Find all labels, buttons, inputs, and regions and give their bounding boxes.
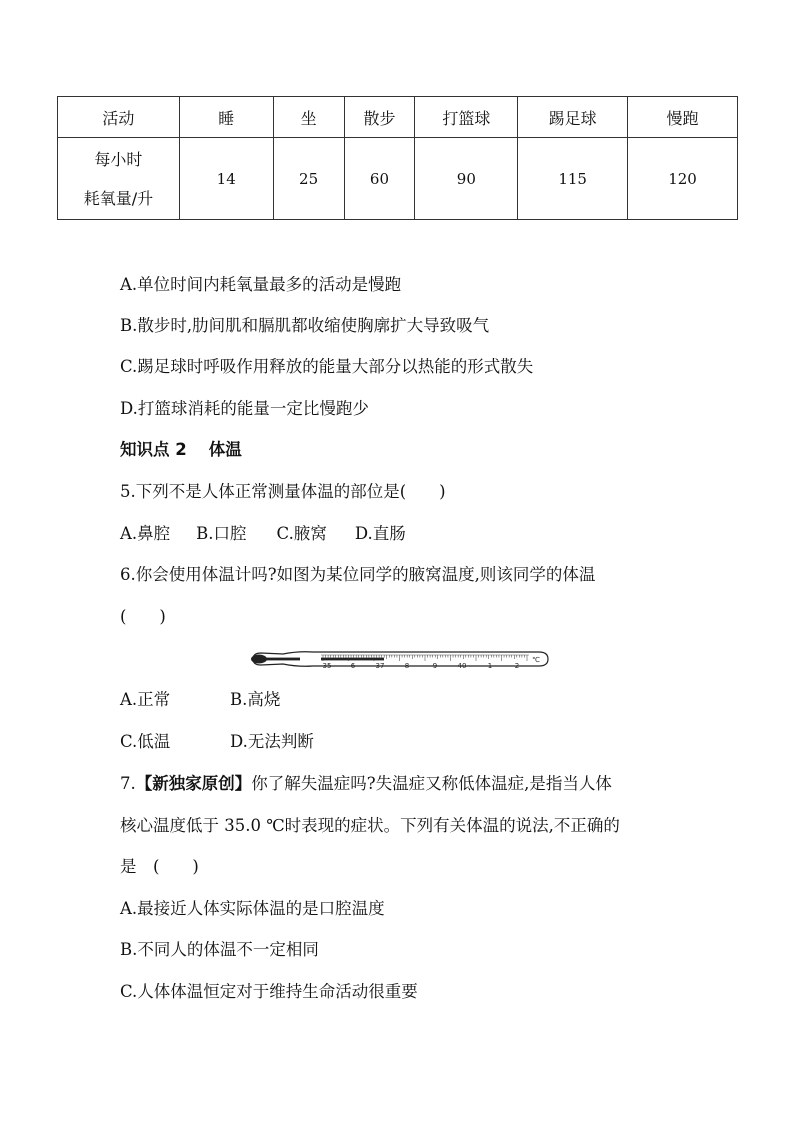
q6-stem-line1: 6.你会使用体温计吗?如图为某位同学的腋窝温度,则该同学的体温: [120, 565, 596, 584]
q5-option-d: D.直肠: [354, 524, 406, 543]
q6-option-d: D.无法判断: [230, 732, 314, 751]
q7-stem-text: 你了解失温症吗?失温症又称低体温症,是指当人体: [251, 774, 612, 793]
section-label: 知识点 2: [120, 440, 187, 459]
q6-option-b: B.高烧: [230, 690, 281, 709]
section-heading: [120, 439, 242, 461]
section-title: 体温: [208, 440, 242, 459]
tick-label: 35: [322, 662, 332, 670]
q6-stem-line2: ( ): [120, 607, 166, 626]
table-cell: 90: [415, 138, 518, 220]
table-header-cell: 睡: [179, 97, 273, 138]
table-header-cell: 散步: [344, 97, 415, 138]
thermometer-neck: [263, 658, 300, 661]
q7-stem-line1: [120, 773, 612, 795]
tick-label: 6: [350, 662, 356, 670]
table-cell: 25: [273, 138, 344, 220]
tick-label: 37: [375, 662, 385, 670]
thermometer-figure: [243, 646, 549, 672]
q4-option-b: B.散步时,肋间肌和膈肌都收缩使胸廓扩大导致吸气: [120, 316, 490, 335]
q5-option-c: C.腋窝: [276, 524, 327, 543]
table-header-cell: 坐: [273, 97, 344, 138]
oxygen-consumption-table: [57, 96, 738, 220]
table-cell: 60: [344, 138, 415, 220]
q7-option-b: B.不同人的体温不一定相同: [120, 940, 319, 959]
table-header-row: [58, 97, 738, 138]
row-label-line: 每小时: [94, 149, 143, 169]
q6-option-c: C.低温: [120, 732, 171, 751]
q7-stem-line3: 是 ( ): [120, 857, 199, 876]
tick-label: 40: [457, 662, 467, 670]
table-header-cell: 打篮球: [415, 97, 518, 138]
q7-number: 7.: [120, 774, 136, 793]
q6-options-row1: [120, 689, 280, 711]
q5-option-a: A.鼻腔: [120, 524, 171, 543]
q7-option-a: A.最接近人体实际体温的是口腔温度: [120, 899, 385, 918]
table-header-cell: 慢跑: [628, 97, 738, 138]
table-header-cell: 踢足球: [518, 97, 628, 138]
tick-label: 9: [432, 662, 438, 670]
q5-option-b: B.口腔: [196, 524, 247, 543]
tick-label: 2: [514, 662, 520, 670]
row-label-line: 耗氧量/升: [83, 188, 154, 208]
table-row-label: [58, 138, 180, 220]
table-header-cell: 活动: [58, 97, 180, 138]
q7-option-c: C.人体体温恒定对于维持生命活动很重要: [120, 982, 418, 1001]
q6-option-a: A.正常: [120, 690, 171, 709]
q5-options: [120, 523, 406, 545]
thermometer-unit: ℃: [532, 656, 540, 664]
table-cell: 14: [179, 138, 273, 220]
thermometer-mercury: [321, 658, 384, 661]
table-row: [58, 138, 738, 220]
q4-option-a: A.单位时间内耗氧量最多的活动是慢跑: [120, 275, 402, 294]
q7-stem-line2: 核心温度低于 35.0 ℃时表现的症状。下列有关体温的说法,不正确的: [120, 816, 620, 835]
q6-options-row2: [120, 731, 314, 753]
q7-tag: 【新独家原创】: [135, 774, 252, 793]
tick-label: 8: [404, 662, 410, 670]
table-cell: 115: [518, 138, 628, 220]
q5-stem: 5.下列不是人体正常测量体温的部位是( ): [120, 482, 446, 501]
q4-option-c: C.踢足球时呼吸作用释放的能量大部分以热能的形式散失: [120, 357, 534, 376]
table-cell: 120: [628, 138, 738, 220]
tick-label: 1: [487, 662, 493, 670]
q4-option-d: D.打篮球消耗的能量一定比慢跑少: [120, 399, 369, 418]
